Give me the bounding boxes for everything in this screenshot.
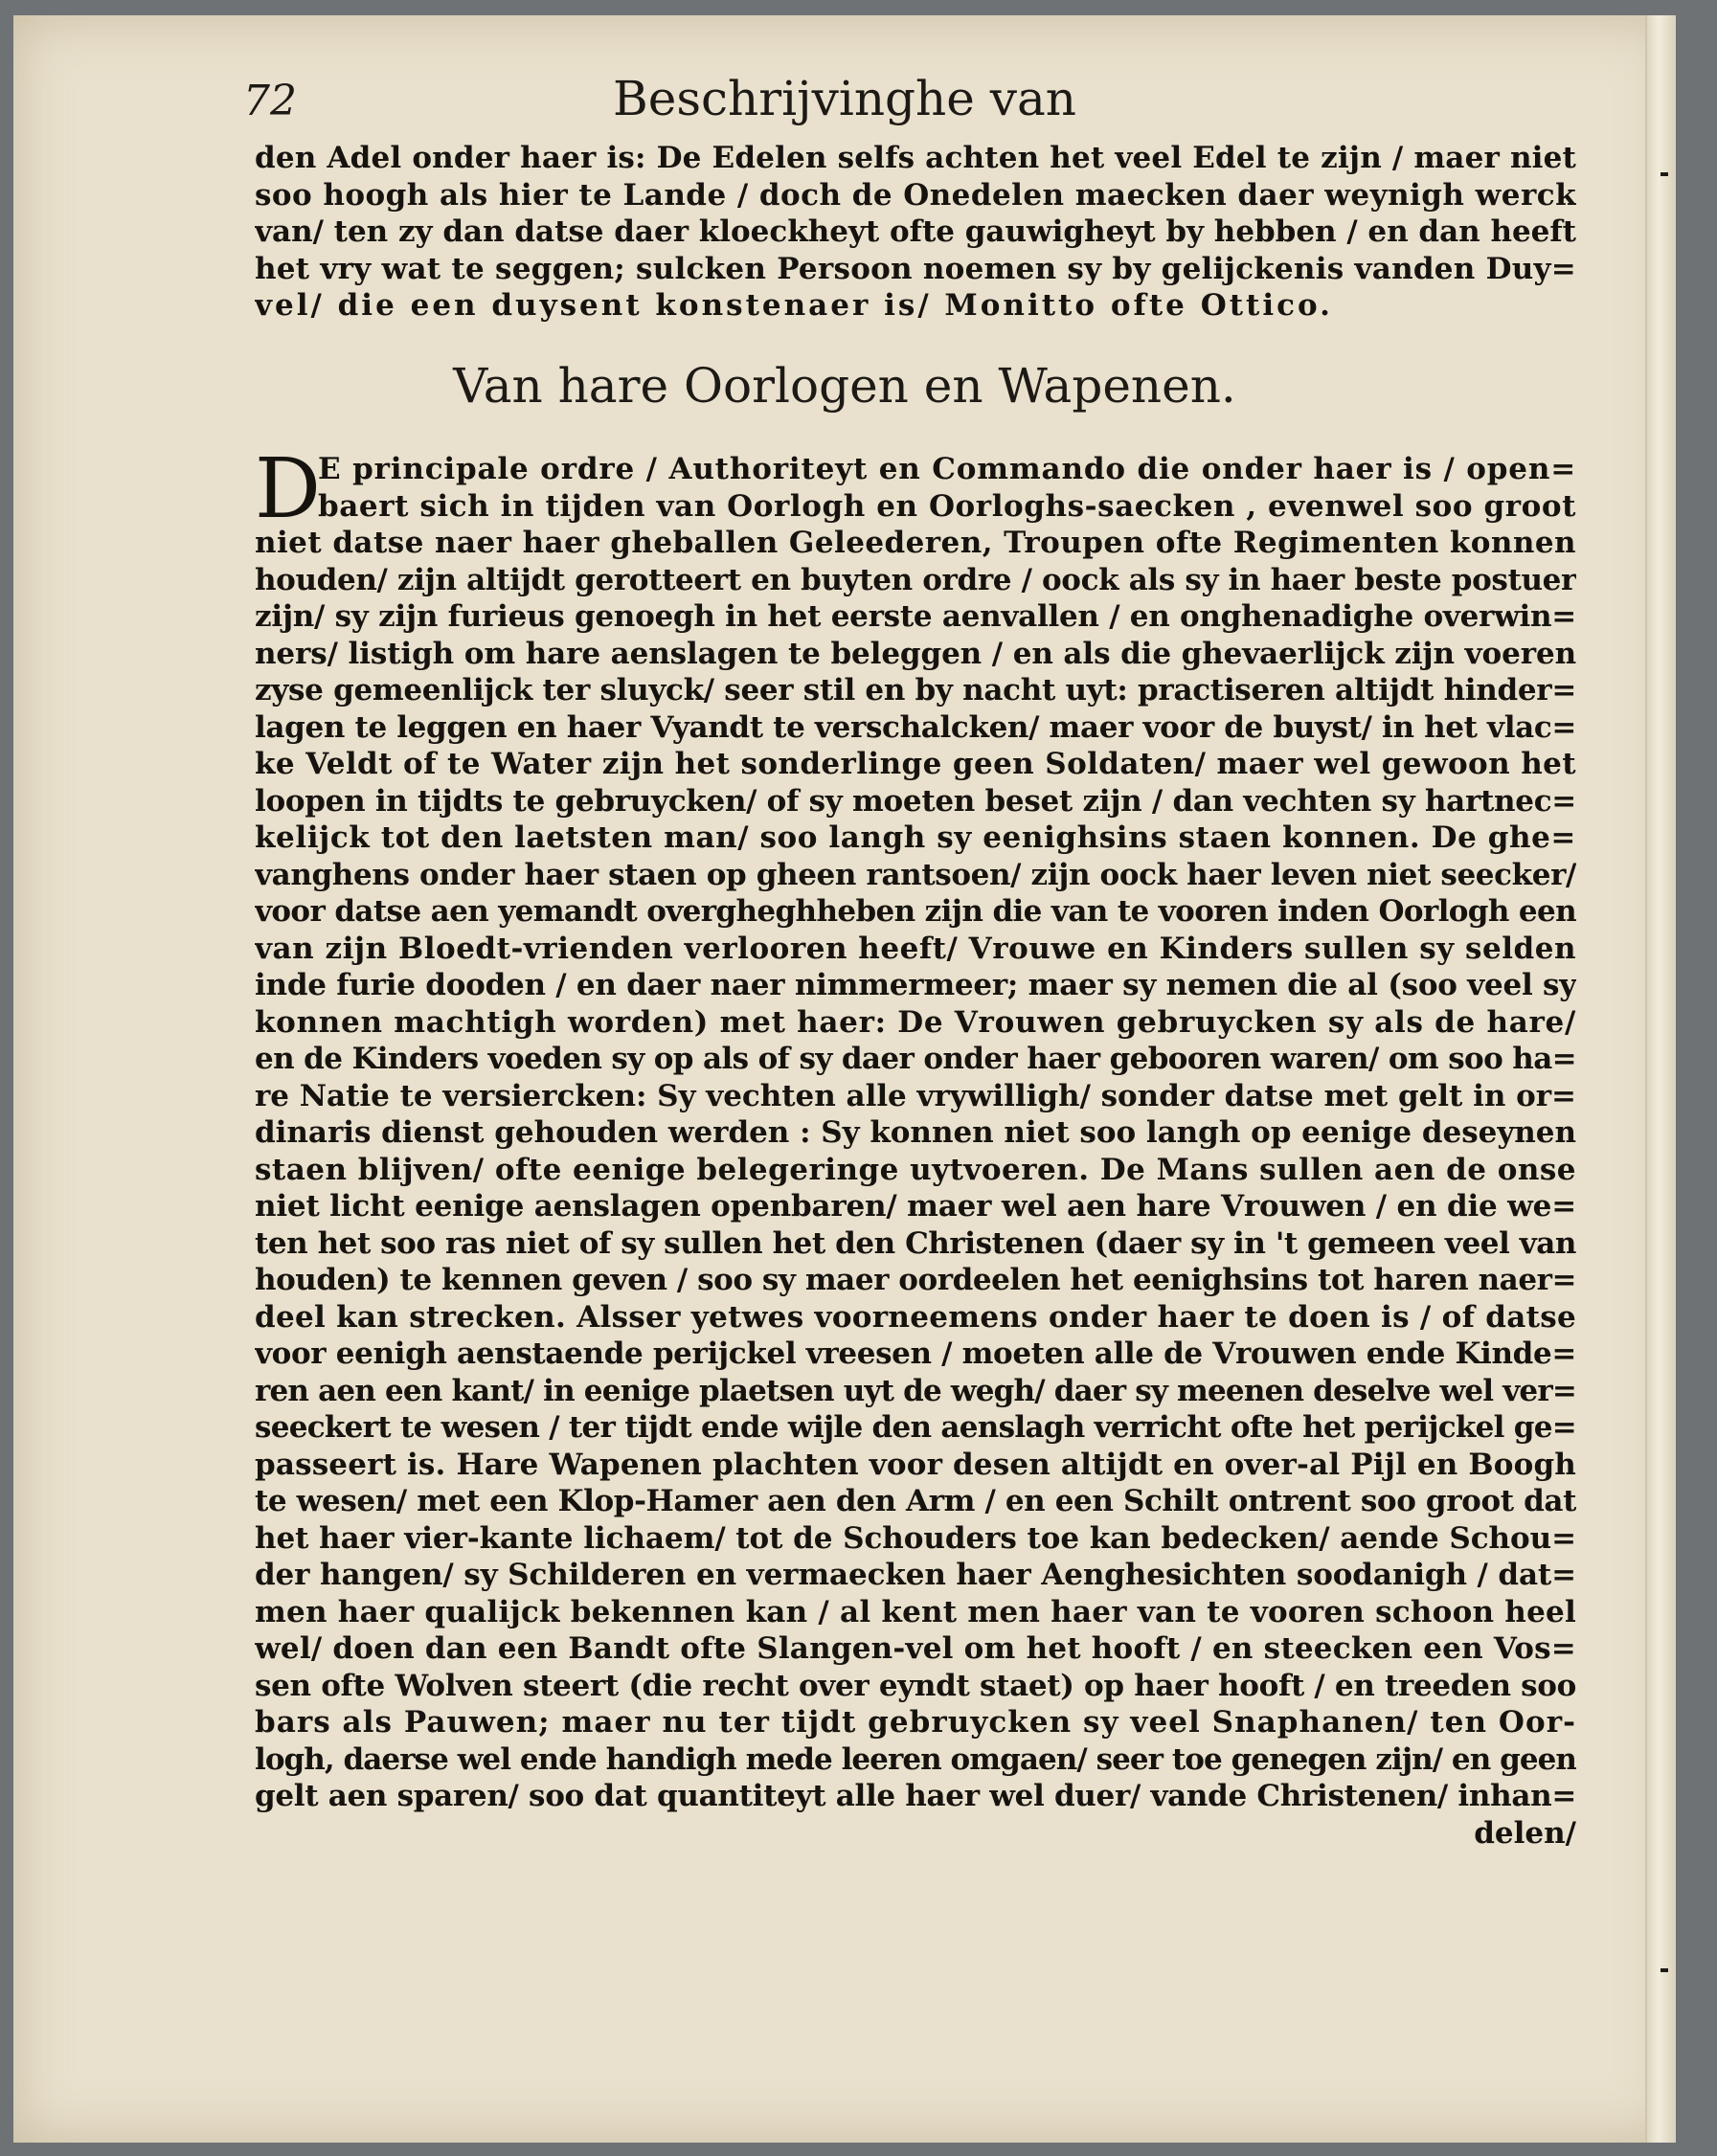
drop-cap: D — [255, 441, 321, 537]
text-line: logh, daerse wel ende handigh mede leeren omgaen/ seer toe genegen zijn/ en geen — [255, 1741, 1576, 1777]
text-line: zijn/ sy zijn furieus genoegh in het eerste aenvallen / en onghenadighe overwin= — [255, 599, 1576, 634]
book-page — [13, 15, 1676, 2143]
text-line: vel/ die een duysent konstenaer is/ Monitto ofte Ottico. — [255, 288, 1333, 323]
main-paragraph — [255, 451, 1576, 1852]
text-line: het vry wat te seggen; sulcken Persoon noemen sy by gelijckenis vanden Duy= — [255, 251, 1576, 286]
text-line: niet datse naer haer gheballen Geleederen, Troupen ofte Regimenten konnen — [255, 526, 1576, 560]
text-line: staen blijven/ ofte eenige belegeringe uytvoeren. De Mans sullen aen de onse — [255, 1152, 1576, 1187]
text-line: passeert is. Hare Wapenen plachten voor desen altijdt en over-al Pijl en Boogh — [255, 1447, 1576, 1482]
page-number: 72 — [243, 77, 297, 125]
text-line: ke Veldt of te Water zijn het sonderlinge geen Soldaten/ maer wel gewoon het — [255, 747, 1576, 781]
margin-mark — [1661, 1968, 1668, 1972]
text-line: ten het soo ras niet of sy sullen het den Christenen (daer sy in 't gemeen veel van — [255, 1225, 1576, 1261]
text-line: kelijck tot den laetsten man/ soo langh sy eenighsins staen konnen. De ghe= — [255, 820, 1576, 855]
page-header — [13, 59, 1676, 136]
page-edge — [1645, 15, 1676, 2143]
text-line: men haer qualijck bekennen kan / al kent men haer van te vooren schoon heel — [255, 1594, 1576, 1629]
text-line: en de Kinders voeden sy op als of sy daer onder haer gebooren waren/ om soo ha= — [255, 1042, 1576, 1076]
text-line: delen/ — [1474, 1815, 1576, 1851]
text-line: deel kan strecken. Alsser yetwes voorneemens onder haer te doen is / of datse — [255, 1299, 1576, 1335]
text-line: ners/ listigh om hare aenslagen te beleggen / en als die ghevaerlijck zijn voeren — [255, 636, 1576, 671]
text-line: bars als Pauwen; maer nu ter tijdt gebruycken sy veel Snaphanen/ ten Oor- — [255, 1705, 1576, 1740]
margin-mark — [1661, 172, 1668, 176]
text-line: zyse gemeenlijck ter sluyck/ seer stil en by nacht uyt: practiseren altijdt hinder= — [255, 673, 1576, 707]
text-line: dinaris dienst gehouden werden : Sy konnen niet soo langh op eenige deseynen — [255, 1115, 1576, 1150]
text-line: houden/ zijn altijdt gerotteert en buyten ordre / oock als sy in haer beste postuer — [255, 562, 1576, 597]
running-title: Beschrijvinghe van — [613, 71, 1076, 126]
section-heading: Van hare Oorlogen en Wapenen. — [453, 358, 1236, 414]
text-line: gelt aen sparen/ soo dat quantiteyt alle haer wel duer/ vande Christenen/ inhan= — [255, 1779, 1576, 1813]
continuation-paragraph — [255, 140, 1576, 325]
text-line: sen ofte Wolven steert (die recht over eyndt staet) op haer hooft / en treeden soo — [255, 1668, 1576, 1703]
text-line: re Natie te versiercken: Sy vechten alle vrywilligh/ sonder datse met gelt in or= — [255, 1078, 1576, 1113]
text-line: van/ ten zy dan datse daer kloeckheyt ofte gauwigheyt by hebben / en dan heeft — [255, 214, 1576, 249]
text-line: houden) te kennen geven / soo sy maer oordeelen het eenighsins tot haren naer= — [255, 1263, 1576, 1297]
text-line: baert sich in tijden van Oorlogh en Oorloghs-saecken , evenwel soo groot — [318, 488, 1576, 524]
text-line: van zijn Bloedt-vrienden verlooren heeft/ Vrouwe en Kinders sullen sy selden — [255, 931, 1576, 966]
text-line: voor eenigh aenstaende perijckel vreesen / moeten alle de Vrouwen ende Kinde= — [255, 1336, 1576, 1371]
text-line: loopen in tijdts te gebruycken/ of sy moeten beset zijn / dan vechten sy hartnec= — [255, 783, 1576, 819]
text-line: vanghens onder haer staen op gheen rantsoen/ zijn oock haer leven niet seecker/ — [255, 857, 1576, 892]
text-line: inde furie dooden / en daer naer nimmermeer; maer sy nemen die al (soo veel sy — [255, 968, 1576, 1002]
text-line: wel/ doen dan een Bandt ofte Slangen-vel om het hooft / en steecken een Vos= — [255, 1631, 1576, 1666]
text-line: te wesen/ met een Klop-Hamer aen den Arm / en een Schilt ontrent soo groot dat — [255, 1484, 1576, 1518]
text-line: der hangen/ sy Schilderen en vermaecken haer Aenghesichten soodanigh / dat= — [255, 1558, 1576, 1592]
text-line: den Adel onder haer is: De Edelen selfs achten het veel Edel te zijn / maer niet — [255, 141, 1576, 175]
text-line: voor datse aen yemandt overgheghheben zijn die van te vooren inden Oorlogh een — [255, 894, 1576, 929]
text-line: ren aen een kant/ in eenige plaetsen uyt de wegh/ daer sy meenen deselve wel ver= — [255, 1373, 1576, 1408]
text-line: seeckert te wesen / ter tijdt ende wijle den aenslagh verricht ofte het perijckel ge= — [255, 1410, 1576, 1445]
text-line: het haer vier-kante lichaem/ tot de Schouders toe kan bedecken/ aende Schou= — [255, 1520, 1576, 1556]
text-line: konnen machtigh worden) met haer: De Vrouwen gebruycken sy als de hare/ — [255, 1004, 1576, 1040]
text-line: niet licht eenige aenslagen openbaren/ maer wel aen hare Vrouwen / en die we= — [255, 1189, 1576, 1224]
text-line: E principale ordre / Authoriteyt en Commando die onder haer is / open= — [318, 452, 1576, 486]
text-line: soo hoogh als hier te Lande / doch de Onedelen maecken daer weynigh werck — [255, 177, 1576, 213]
text-line: lagen te leggen en haer Vyandt te verschalcken/ maer voor de buyst/ in het vlac= — [255, 709, 1576, 745]
